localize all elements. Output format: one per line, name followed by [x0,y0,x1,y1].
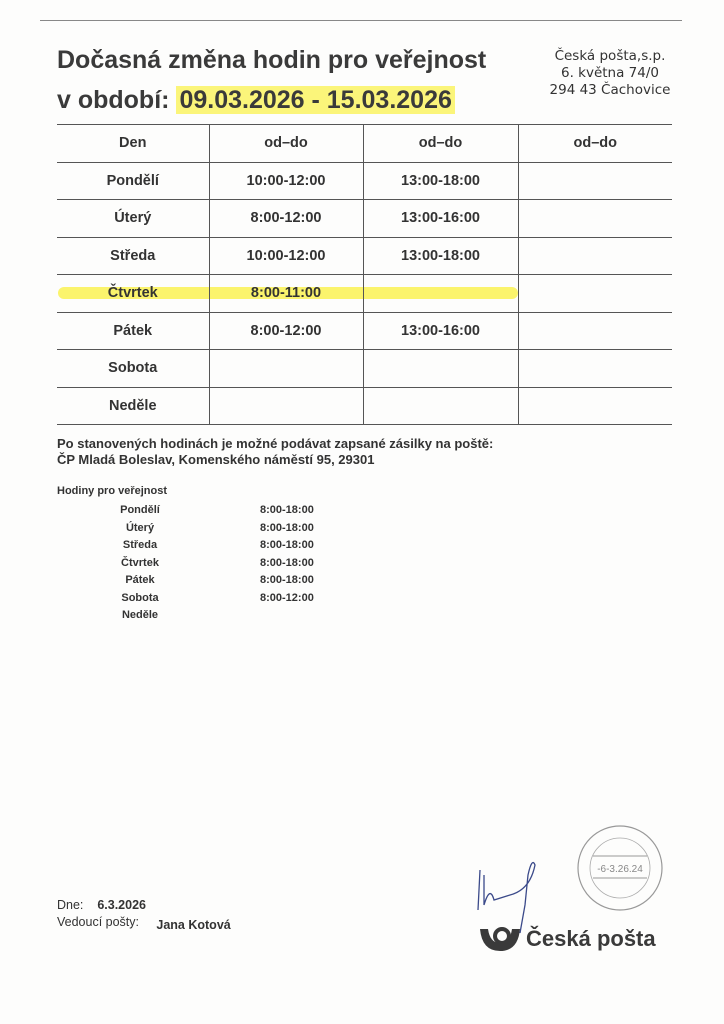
manager-name: Jana Kotová [156,918,231,932]
hours-day: Sobota [121,591,159,604]
top-rule [40,20,682,21]
day-cell: Neděle [57,387,209,425]
hours-day: Pondělí [120,504,160,516]
day-cell: Úterý [57,200,209,238]
table-row [57,200,672,238]
hours-time: 8:00-18:00 [260,556,314,569]
time-cell: 13:00-18:00 [363,162,518,200]
day-cell: Pátek [57,312,209,350]
time-cell: 8:00-12:00 [209,312,363,350]
time-cell: 10:00-12:00 [209,237,363,275]
manager-label: Vedoucí pošty: [57,915,140,929]
table-row [57,387,672,425]
time-cell [518,237,672,275]
time-cell [363,387,518,425]
time-cell: 13:00-16:00 [363,200,518,238]
post-address [540,48,680,99]
header-cell: od–do [209,125,363,163]
post-horn-icon [478,925,522,953]
hours-time: 8:00-18:00 [260,539,314,551]
address-line: Česká pošta,s.p. [554,48,666,64]
header-cell: od–do [518,125,672,163]
date-row [57,898,146,912]
time-cell: 8:00-12:00 [209,200,363,238]
manager-row [57,915,231,932]
ceska-posta-logo [478,925,656,953]
logo-text: Česká pošta [526,926,656,951]
time-cell: 8:00-11:00 [209,275,363,313]
time-cell [518,162,672,200]
hours-title: Hodiny pro veřejnost [57,485,168,497]
hours-day: Čtvrtek [121,556,159,569]
table-header [57,125,672,163]
address-line: 294 43 Čachovice [549,82,671,98]
time-cell: 10:00-12:00 [209,162,363,200]
period-label: v období: [57,86,170,114]
note-line: Po stanovených hodinách je možné podávat zapsané zásilky na poště: [57,436,494,451]
header-cell: od–do [363,125,518,163]
hours-time: 8:00-12:00 [260,591,314,604]
time-cell [209,350,363,388]
hours-day: Středa [122,539,158,551]
date-value: 6.3.2026 [97,898,146,912]
hours-day: Pátek [125,574,155,586]
time-cell [363,275,518,313]
hours-time: 8:00-18:00 [260,521,314,534]
period-dates: 09.03.2026 - 15.03.2026 [176,86,454,114]
table-row [57,162,672,200]
time-cell [209,387,363,425]
table-row [57,312,672,350]
signature [470,855,550,935]
address-line: 6. května 74/0 [560,65,659,81]
title: Dočasná změna hodin pro veřejnost [57,46,487,74]
time-cell: 13:00-16:00 [363,312,518,350]
period-line [57,86,455,115]
date-label: Dne: [57,898,84,912]
note-address: ČP Mladá Boleslav, Komenského náměstí 95, 29301 [57,452,375,467]
table-row [57,350,672,388]
day-cell: Čtvrtek [57,275,209,313]
day-cell: Pondělí [57,162,209,200]
hours-day: Úterý [125,521,155,534]
header-cell: Den [57,125,209,163]
hours-time: 8:00-18:00 [260,504,314,516]
post-stamp [565,820,675,920]
day-cell: Středa [57,237,209,275]
day-cell: Sobota [57,350,209,388]
time-cell [518,387,672,425]
time-cell: 13:00-18:00 [363,237,518,275]
hours-day: Neděle [121,609,159,621]
hours-table [57,124,672,425]
time-cell [518,350,672,388]
hours-time: 8:00-18:00 [260,574,314,586]
time-cell [518,200,672,238]
time-cell [518,275,672,313]
table-row [57,237,672,275]
time-cell [518,312,672,350]
table-row [57,275,672,313]
time-cell [363,350,518,388]
svg-text:-6-3.26.24: -6-3.26.24 [597,864,643,875]
